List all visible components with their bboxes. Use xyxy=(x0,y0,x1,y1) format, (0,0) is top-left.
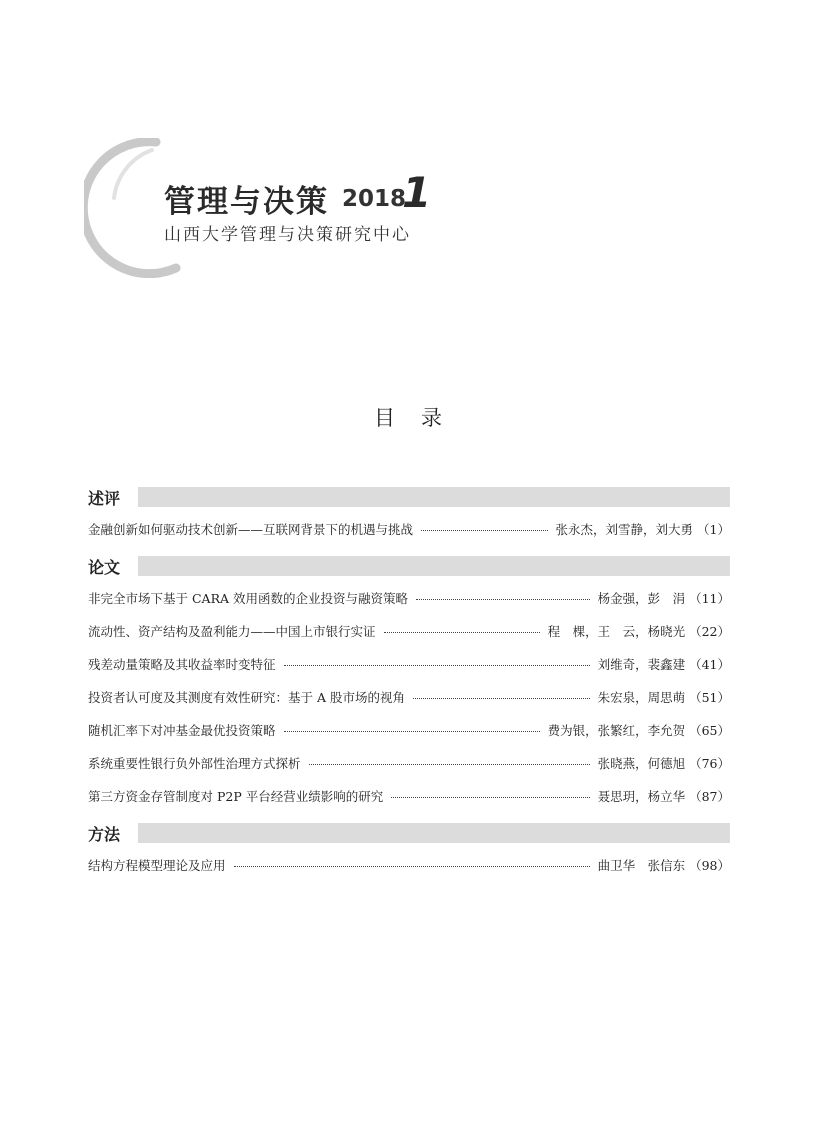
entry-page: （1） xyxy=(697,522,730,537)
toc-section-methods xyxy=(88,822,730,878)
section-bar xyxy=(88,822,730,844)
journal-year: 2018 xyxy=(342,186,407,212)
toc-entry[interactable] xyxy=(88,787,730,809)
entry-authors: 程 棵，王 云，杨晓光 xyxy=(547,624,686,639)
entry-authors: 朱宏泉，周思萌 xyxy=(597,690,686,705)
entry-page: （51） xyxy=(689,690,730,705)
entry-title: 结构方程模型理论及应用 xyxy=(88,858,226,873)
entry-title: 残差动量策略及其收益率时变特征 xyxy=(88,657,276,672)
entry-title: 第三方资金存管制度对 P2P 平台经营业绩影响的研究 xyxy=(88,789,384,804)
entry-page: （76） xyxy=(689,756,730,771)
dot-leader xyxy=(384,632,540,633)
dot-leader xyxy=(416,599,590,600)
toc-entry[interactable] xyxy=(88,655,730,677)
toc-section-papers xyxy=(88,555,730,809)
entry-authors: 杨金强，彭 涓 xyxy=(597,591,686,606)
section-label: 方法 xyxy=(88,824,121,844)
entry-authors: 曲卫华 张信东 xyxy=(597,858,686,873)
dot-leader xyxy=(413,698,590,699)
journal-title: 管理与决策 xyxy=(164,184,329,220)
section-rule xyxy=(138,556,730,576)
entry-page: （22） xyxy=(689,624,730,639)
entry-title: 投资者认可度及其测度有效性研究：基于 A 股市场的视角 xyxy=(88,690,405,705)
section-bar xyxy=(88,555,730,577)
toc-section-review xyxy=(88,486,730,542)
toc-entry[interactable] xyxy=(88,754,730,776)
dot-leader xyxy=(234,866,590,867)
toc-entry[interactable] xyxy=(88,688,730,710)
toc-entry[interactable] xyxy=(88,721,730,743)
section-label: 论文 xyxy=(88,557,121,577)
journal-publisher: 山西大学管理与决策研究中心 xyxy=(164,225,411,245)
toc-heading: 目录 xyxy=(374,406,468,430)
entry-page: （98） xyxy=(689,858,730,873)
entry-page: （41） xyxy=(689,657,730,672)
entry-page: （65） xyxy=(689,723,730,738)
entry-authors: 费为银，张繁红，李允贺 xyxy=(547,723,686,738)
toc-entry[interactable] xyxy=(88,622,730,644)
entry-authors: 张晓燕，何德旭 xyxy=(597,756,686,771)
journal-masthead xyxy=(84,138,504,278)
entry-title: 系统重要性银行负外部性治理方式探析 xyxy=(88,756,301,771)
entry-title: 随机汇率下对冲基金最优投资策略 xyxy=(88,723,276,738)
entry-page: （11） xyxy=(689,591,730,606)
toc-entry[interactable] xyxy=(88,520,730,542)
entry-authors: 聂思玥，杨立华 xyxy=(597,789,686,804)
dot-leader xyxy=(309,764,590,765)
toc-entry[interactable] xyxy=(88,589,730,611)
section-rule xyxy=(138,823,730,843)
toc-entry[interactable] xyxy=(88,856,730,878)
section-bar xyxy=(88,486,730,508)
section-label: 述评 xyxy=(88,488,121,508)
table-of-contents xyxy=(88,486,730,889)
dot-leader xyxy=(421,530,548,531)
dot-leader xyxy=(284,731,540,732)
entry-page: （87） xyxy=(689,789,730,804)
entry-title: 流动性、资产结构及盈利能力——中国上市银行实证 xyxy=(88,624,376,639)
entry-title: 非完全市场下基于 CARA 效用函数的企业投资与融资策略 xyxy=(88,591,408,606)
entry-title: 金融创新如何驱动技术创新——互联网背景下的机遇与挑战 xyxy=(88,522,414,537)
section-rule xyxy=(138,487,730,507)
dot-leader xyxy=(284,665,590,666)
entry-authors: 刘维奇，裴鑫建 xyxy=(597,657,686,672)
dot-leader xyxy=(391,797,589,798)
journal-issue: 1 xyxy=(402,168,432,217)
entry-authors: 张永杰，刘雪静，刘大勇 xyxy=(555,522,694,537)
